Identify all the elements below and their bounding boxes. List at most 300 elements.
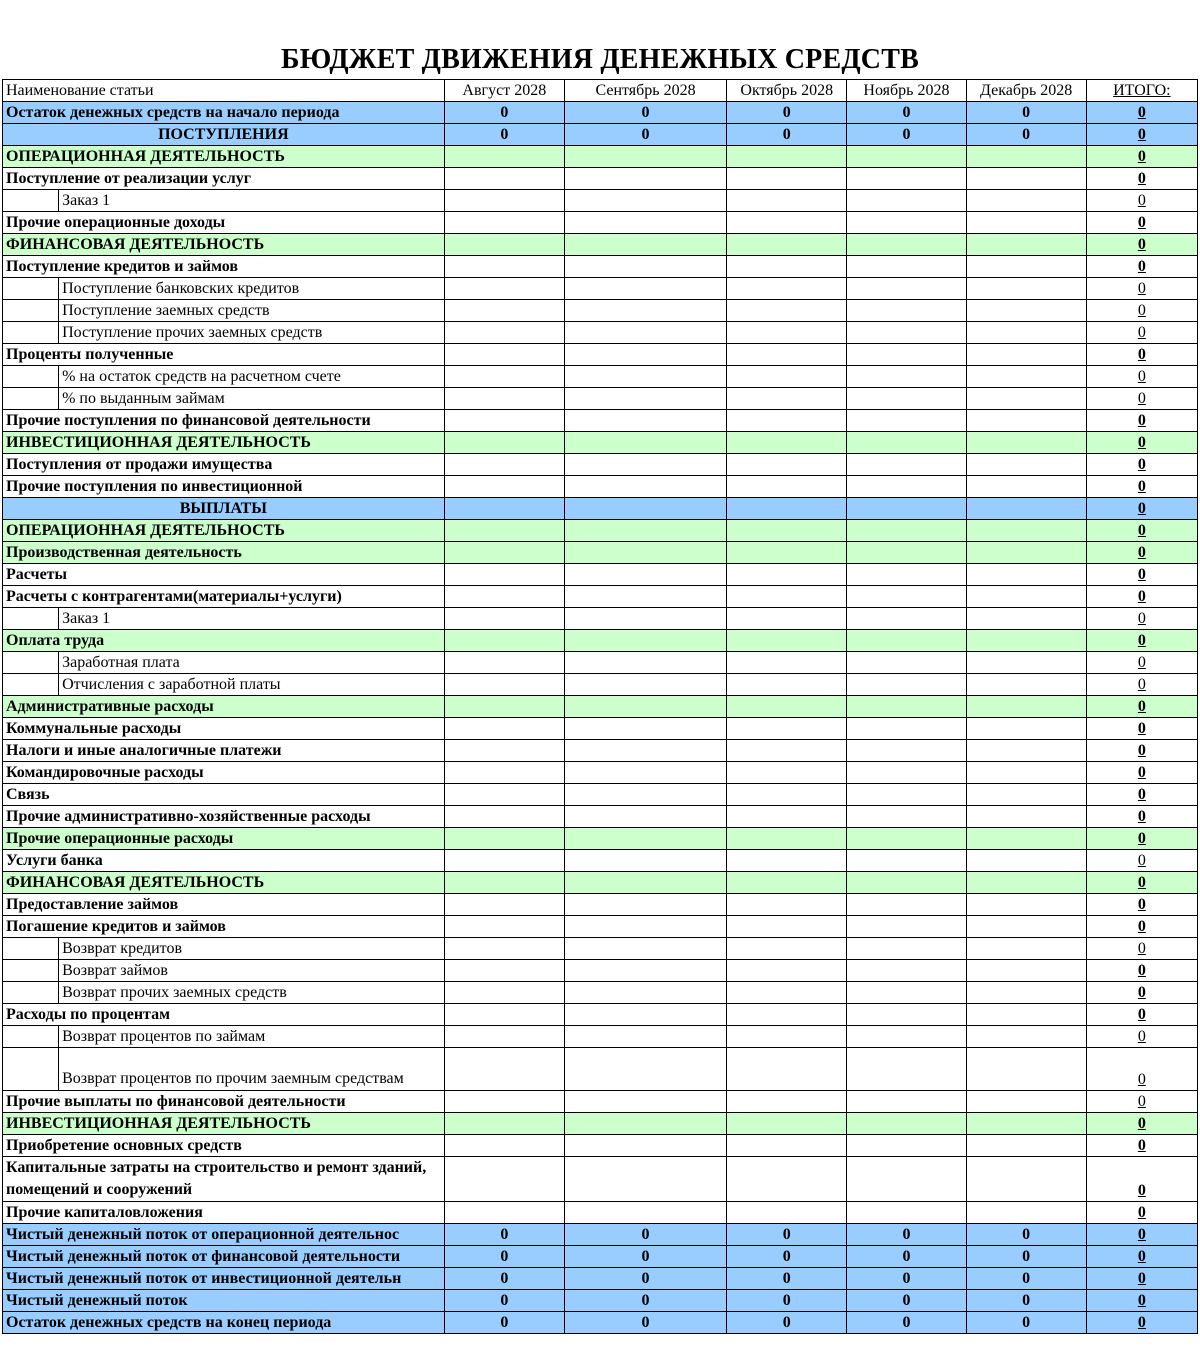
value-cell[interactable]	[847, 454, 966, 476]
value-cell[interactable]	[564, 894, 726, 916]
value-cell[interactable]	[564, 322, 726, 344]
total-cell[interactable]: 0	[1086, 146, 1197, 168]
value-cell[interactable]	[564, 674, 726, 696]
value-cell[interactable]	[727, 146, 847, 168]
value-cell[interactable]	[966, 498, 1086, 520]
value-cell[interactable]	[444, 740, 564, 762]
value-cell[interactable]	[727, 322, 847, 344]
value-cell[interactable]	[564, 718, 726, 740]
value-cell[interactable]	[966, 1004, 1086, 1026]
value-cell[interactable]	[966, 300, 1086, 322]
value-cell[interactable]: 0	[966, 102, 1086, 124]
value-cell[interactable]	[444, 168, 564, 190]
value-cell[interactable]	[966, 1157, 1086, 1202]
value-cell[interactable]	[847, 344, 966, 366]
value-cell[interactable]: 0	[444, 124, 564, 146]
value-cell[interactable]	[727, 630, 847, 652]
value-cell[interactable]: 0	[966, 1224, 1086, 1246]
value-cell[interactable]: 0	[727, 1246, 847, 1268]
value-cell[interactable]	[444, 586, 564, 608]
value-cell[interactable]: 0	[564, 1246, 726, 1268]
value-cell[interactable]	[564, 454, 726, 476]
value-cell[interactable]	[847, 278, 966, 300]
value-cell[interactable]	[444, 762, 564, 784]
value-cell[interactable]	[727, 256, 847, 278]
value-cell[interactable]	[564, 300, 726, 322]
value-cell[interactable]	[564, 278, 726, 300]
value-cell[interactable]	[966, 1048, 1086, 1091]
value-cell[interactable]	[966, 1091, 1086, 1113]
value-cell[interactable]	[564, 366, 726, 388]
value-cell[interactable]	[847, 1113, 966, 1135]
value-cell[interactable]	[847, 982, 966, 1004]
total-cell[interactable]: 0	[1086, 1048, 1197, 1091]
total-cell[interactable]: 0	[1086, 696, 1197, 718]
value-cell[interactable]	[564, 1091, 726, 1113]
value-cell[interactable]	[727, 894, 847, 916]
value-cell[interactable]	[847, 586, 966, 608]
value-cell[interactable]: 0	[847, 124, 966, 146]
value-cell[interactable]	[444, 366, 564, 388]
value-cell[interactable]: 0	[847, 1290, 966, 1312]
value-cell[interactable]	[966, 938, 1086, 960]
value-cell[interactable]	[564, 1048, 726, 1091]
value-cell[interactable]	[847, 476, 966, 498]
value-cell[interactable]	[444, 850, 564, 872]
value-cell[interactable]	[847, 1091, 966, 1113]
total-cell[interactable]: 0	[1086, 960, 1197, 982]
total-cell[interactable]: 0	[1086, 498, 1197, 520]
value-cell[interactable]	[444, 190, 564, 212]
value-cell[interactable]	[564, 828, 726, 850]
value-cell[interactable]	[727, 564, 847, 586]
value-cell[interactable]	[727, 212, 847, 234]
value-cell[interactable]	[847, 872, 966, 894]
value-cell[interactable]	[444, 916, 564, 938]
value-cell[interactable]	[847, 520, 966, 542]
value-cell[interactable]	[564, 784, 726, 806]
value-cell[interactable]	[847, 1157, 966, 1202]
value-cell[interactable]	[727, 960, 847, 982]
total-cell[interactable]: 0	[1086, 432, 1197, 454]
total-cell[interactable]: 0	[1086, 828, 1197, 850]
value-cell[interactable]: 0	[444, 1246, 564, 1268]
total-cell[interactable]: 0	[1086, 102, 1197, 124]
value-cell[interactable]	[727, 828, 847, 850]
value-cell[interactable]: 0	[847, 1224, 966, 1246]
value-cell[interactable]	[444, 982, 564, 1004]
total-cell[interactable]: 0	[1086, 1312, 1197, 1334]
value-cell[interactable]	[847, 1026, 966, 1048]
total-cell[interactable]: 0	[1086, 212, 1197, 234]
value-cell[interactable]	[847, 806, 966, 828]
value-cell[interactable]	[564, 410, 726, 432]
total-cell[interactable]: 0	[1086, 784, 1197, 806]
value-cell[interactable]	[727, 432, 847, 454]
value-cell[interactable]	[444, 872, 564, 894]
value-cell[interactable]	[727, 410, 847, 432]
total-cell[interactable]: 0	[1086, 410, 1197, 432]
value-cell[interactable]	[727, 344, 847, 366]
value-cell[interactable]	[966, 366, 1086, 388]
value-cell[interactable]: 0	[564, 1290, 726, 1312]
value-cell[interactable]	[444, 432, 564, 454]
value-cell[interactable]	[727, 938, 847, 960]
total-cell[interactable]: 0	[1086, 1290, 1197, 1312]
value-cell[interactable]	[444, 608, 564, 630]
total-cell[interactable]: 0	[1086, 564, 1197, 586]
value-cell[interactable]	[966, 850, 1086, 872]
value-cell[interactable]	[444, 300, 564, 322]
value-cell[interactable]	[966, 542, 1086, 564]
total-cell[interactable]: 0	[1086, 190, 1197, 212]
value-cell[interactable]: 0	[966, 1246, 1086, 1268]
total-cell[interactable]: 0	[1086, 740, 1197, 762]
total-cell[interactable]: 0	[1086, 806, 1197, 828]
value-cell[interactable]	[444, 894, 564, 916]
value-cell[interactable]	[564, 586, 726, 608]
value-cell[interactable]	[727, 982, 847, 1004]
value-cell[interactable]: 0	[727, 124, 847, 146]
value-cell[interactable]	[847, 1048, 966, 1091]
value-cell[interactable]	[444, 674, 564, 696]
value-cell[interactable]	[444, 520, 564, 542]
value-cell[interactable]	[727, 1135, 847, 1157]
value-cell[interactable]	[847, 498, 966, 520]
value-cell[interactable]	[727, 476, 847, 498]
value-cell[interactable]	[966, 1113, 1086, 1135]
total-cell[interactable]: 0	[1086, 1246, 1197, 1268]
value-cell[interactable]	[564, 762, 726, 784]
value-cell[interactable]	[727, 1026, 847, 1048]
value-cell[interactable]: 0	[847, 1246, 966, 1268]
value-cell[interactable]	[564, 388, 726, 410]
value-cell[interactable]	[966, 740, 1086, 762]
value-cell[interactable]	[966, 806, 1086, 828]
total-cell[interactable]: 0	[1086, 256, 1197, 278]
value-cell[interactable]	[966, 960, 1086, 982]
value-cell[interactable]: 0	[564, 1268, 726, 1290]
value-cell[interactable]	[847, 1135, 966, 1157]
value-cell[interactable]	[564, 608, 726, 630]
value-cell[interactable]	[727, 784, 847, 806]
value-cell[interactable]	[727, 916, 847, 938]
value-cell[interactable]	[847, 432, 966, 454]
value-cell[interactable]: 0	[727, 102, 847, 124]
value-cell[interactable]	[444, 256, 564, 278]
value-cell[interactable]	[727, 498, 847, 520]
value-cell[interactable]	[444, 278, 564, 300]
value-cell[interactable]	[727, 1091, 847, 1113]
value-cell[interactable]	[847, 388, 966, 410]
value-cell[interactable]	[564, 630, 726, 652]
value-cell[interactable]	[966, 872, 1086, 894]
value-cell[interactable]	[564, 916, 726, 938]
value-cell[interactable]	[564, 190, 726, 212]
value-cell[interactable]	[564, 168, 726, 190]
value-cell[interactable]	[444, 696, 564, 718]
value-cell[interactable]	[847, 1202, 966, 1224]
value-cell[interactable]	[847, 146, 966, 168]
value-cell[interactable]	[444, 1113, 564, 1135]
value-cell[interactable]: 0	[564, 102, 726, 124]
value-cell[interactable]	[564, 652, 726, 674]
total-cell[interactable]: 0	[1086, 234, 1197, 256]
value-cell[interactable]	[564, 938, 726, 960]
value-cell[interactable]	[847, 234, 966, 256]
value-cell[interactable]	[564, 498, 726, 520]
value-cell[interactable]	[564, 256, 726, 278]
value-cell[interactable]	[564, 850, 726, 872]
total-cell[interactable]: 0	[1086, 608, 1197, 630]
value-cell[interactable]	[966, 278, 1086, 300]
value-cell[interactable]	[966, 982, 1086, 1004]
value-cell[interactable]: 0	[444, 1268, 564, 1290]
value-cell[interactable]	[727, 608, 847, 630]
total-cell[interactable]: 0	[1086, 1202, 1197, 1224]
total-cell[interactable]: 0	[1086, 1026, 1197, 1048]
total-cell[interactable]: 0	[1086, 322, 1197, 344]
total-cell[interactable]: 0	[1086, 916, 1197, 938]
total-cell[interactable]: 0	[1086, 982, 1197, 1004]
value-cell[interactable]	[444, 498, 564, 520]
value-cell[interactable]	[847, 916, 966, 938]
value-cell[interactable]	[727, 850, 847, 872]
value-cell[interactable]	[727, 718, 847, 740]
value-cell[interactable]	[727, 872, 847, 894]
total-cell[interactable]: 0	[1086, 674, 1197, 696]
value-cell[interactable]	[727, 1157, 847, 1202]
value-cell[interactable]	[966, 146, 1086, 168]
value-cell[interactable]	[966, 718, 1086, 740]
value-cell[interactable]	[564, 520, 726, 542]
total-cell[interactable]: 0	[1086, 542, 1197, 564]
value-cell[interactable]	[564, 960, 726, 982]
value-cell[interactable]	[444, 1157, 564, 1202]
total-cell[interactable]: 0	[1086, 718, 1197, 740]
value-cell[interactable]	[966, 344, 1086, 366]
value-cell[interactable]	[564, 234, 726, 256]
value-cell[interactable]: 0	[727, 1312, 847, 1334]
value-cell[interactable]	[966, 674, 1086, 696]
value-cell[interactable]	[444, 718, 564, 740]
value-cell[interactable]	[847, 366, 966, 388]
value-cell[interactable]	[727, 652, 847, 674]
total-cell[interactable]: 0	[1086, 1157, 1197, 1202]
total-cell[interactable]: 0	[1086, 938, 1197, 960]
value-cell[interactable]	[444, 1026, 564, 1048]
value-cell[interactable]: 0	[847, 1268, 966, 1290]
value-cell[interactable]	[564, 806, 726, 828]
value-cell[interactable]	[966, 784, 1086, 806]
value-cell[interactable]	[966, 762, 1086, 784]
value-cell[interactable]	[444, 1091, 564, 1113]
value-cell[interactable]	[966, 1202, 1086, 1224]
value-cell[interactable]	[444, 960, 564, 982]
value-cell[interactable]: 0	[847, 1312, 966, 1334]
value-cell[interactable]	[727, 454, 847, 476]
total-cell[interactable]: 0	[1086, 1135, 1197, 1157]
value-cell[interactable]: 0	[847, 102, 966, 124]
value-cell[interactable]	[727, 520, 847, 542]
value-cell[interactable]	[847, 850, 966, 872]
value-cell[interactable]: 0	[727, 1290, 847, 1312]
value-cell[interactable]: 0	[966, 1290, 1086, 1312]
value-cell[interactable]	[564, 146, 726, 168]
total-cell[interactable]: 0	[1086, 388, 1197, 410]
value-cell[interactable]	[727, 278, 847, 300]
total-cell[interactable]: 0	[1086, 1091, 1197, 1113]
value-cell[interactable]	[847, 542, 966, 564]
total-cell[interactable]: 0	[1086, 630, 1197, 652]
value-cell[interactable]	[966, 212, 1086, 234]
total-cell[interactable]: 0	[1086, 168, 1197, 190]
value-cell[interactable]	[444, 542, 564, 564]
value-cell[interactable]	[847, 410, 966, 432]
value-cell[interactable]	[727, 762, 847, 784]
value-cell[interactable]	[444, 322, 564, 344]
value-cell[interactable]	[966, 410, 1086, 432]
value-cell[interactable]: 0	[966, 124, 1086, 146]
value-cell[interactable]	[727, 388, 847, 410]
value-cell[interactable]	[444, 938, 564, 960]
value-cell[interactable]	[847, 718, 966, 740]
value-cell[interactable]	[444, 1202, 564, 1224]
value-cell[interactable]	[727, 1113, 847, 1135]
value-cell[interactable]	[966, 586, 1086, 608]
value-cell[interactable]: 0	[564, 124, 726, 146]
total-cell[interactable]: 0	[1086, 344, 1197, 366]
value-cell[interactable]	[847, 630, 966, 652]
value-cell[interactable]	[847, 674, 966, 696]
value-cell[interactable]: 0	[444, 1290, 564, 1312]
total-cell[interactable]: 0	[1086, 366, 1197, 388]
value-cell[interactable]	[564, 982, 726, 1004]
value-cell[interactable]	[564, 212, 726, 234]
value-cell[interactable]	[966, 894, 1086, 916]
value-cell[interactable]	[966, 608, 1086, 630]
value-cell[interactable]	[444, 454, 564, 476]
total-cell[interactable]: 0	[1086, 1268, 1197, 1290]
value-cell[interactable]	[966, 476, 1086, 498]
value-cell[interactable]	[727, 696, 847, 718]
total-cell[interactable]: 0	[1086, 124, 1197, 146]
value-cell[interactable]	[966, 190, 1086, 212]
value-cell[interactable]	[727, 366, 847, 388]
total-cell[interactable]: 0	[1086, 1224, 1197, 1246]
value-cell[interactable]	[564, 1157, 726, 1202]
value-cell[interactable]: 0	[444, 1312, 564, 1334]
value-cell[interactable]	[966, 520, 1086, 542]
value-cell[interactable]	[444, 410, 564, 432]
total-cell[interactable]: 0	[1086, 850, 1197, 872]
value-cell[interactable]	[966, 630, 1086, 652]
value-cell[interactable]	[564, 1026, 726, 1048]
value-cell[interactable]	[727, 1202, 847, 1224]
value-cell[interactable]	[564, 696, 726, 718]
value-cell[interactable]	[727, 1004, 847, 1026]
value-cell[interactable]	[847, 608, 966, 630]
value-cell[interactable]	[847, 960, 966, 982]
value-cell[interactable]	[847, 652, 966, 674]
total-cell[interactable]: 0	[1086, 762, 1197, 784]
value-cell[interactable]	[847, 696, 966, 718]
value-cell[interactable]	[564, 1113, 726, 1135]
value-cell[interactable]: 0	[727, 1224, 847, 1246]
value-cell[interactable]	[564, 740, 726, 762]
value-cell[interactable]	[847, 740, 966, 762]
value-cell[interactable]	[564, 432, 726, 454]
value-cell[interactable]	[727, 674, 847, 696]
value-cell[interactable]	[966, 234, 1086, 256]
value-cell[interactable]	[966, 696, 1086, 718]
value-cell[interactable]	[727, 1048, 847, 1091]
total-cell[interactable]: 0	[1086, 1113, 1197, 1135]
value-cell[interactable]: 0	[444, 1224, 564, 1246]
value-cell[interactable]	[847, 300, 966, 322]
value-cell[interactable]	[444, 1135, 564, 1157]
value-cell[interactable]	[564, 1004, 726, 1026]
value-cell[interactable]	[444, 344, 564, 366]
total-cell[interactable]: 0	[1086, 520, 1197, 542]
value-cell[interactable]	[444, 564, 564, 586]
total-cell[interactable]: 0	[1086, 872, 1197, 894]
total-cell[interactable]: 0	[1086, 586, 1197, 608]
value-cell[interactable]	[444, 828, 564, 850]
value-cell[interactable]	[727, 542, 847, 564]
value-cell[interactable]	[727, 806, 847, 828]
value-cell[interactable]	[966, 454, 1086, 476]
value-cell[interactable]	[966, 652, 1086, 674]
value-cell[interactable]	[966, 916, 1086, 938]
total-cell[interactable]: 0	[1086, 652, 1197, 674]
total-cell[interactable]: 0	[1086, 300, 1197, 322]
value-cell[interactable]	[847, 190, 966, 212]
value-cell[interactable]	[847, 938, 966, 960]
value-cell[interactable]	[966, 828, 1086, 850]
value-cell[interactable]	[444, 1004, 564, 1026]
total-cell[interactable]: 0	[1086, 454, 1197, 476]
value-cell[interactable]	[727, 190, 847, 212]
value-cell[interactable]	[966, 1026, 1086, 1048]
value-cell[interactable]	[564, 476, 726, 498]
value-cell[interactable]: 0	[727, 1268, 847, 1290]
value-cell[interactable]	[564, 1202, 726, 1224]
value-cell[interactable]	[727, 586, 847, 608]
value-cell[interactable]: 0	[444, 102, 564, 124]
value-cell[interactable]	[444, 234, 564, 256]
value-cell[interactable]	[564, 542, 726, 564]
value-cell[interactable]	[444, 652, 564, 674]
total-cell[interactable]: 0	[1086, 1004, 1197, 1026]
value-cell[interactable]	[727, 300, 847, 322]
value-cell[interactable]	[444, 806, 564, 828]
value-cell[interactable]	[444, 476, 564, 498]
value-cell[interactable]	[847, 322, 966, 344]
value-cell[interactable]	[727, 234, 847, 256]
value-cell[interactable]	[444, 212, 564, 234]
value-cell[interactable]	[444, 146, 564, 168]
value-cell[interactable]	[564, 564, 726, 586]
value-cell[interactable]	[564, 872, 726, 894]
value-cell[interactable]	[847, 762, 966, 784]
total-cell[interactable]: 0	[1086, 278, 1197, 300]
value-cell[interactable]	[966, 432, 1086, 454]
value-cell[interactable]: 0	[564, 1224, 726, 1246]
value-cell[interactable]	[564, 344, 726, 366]
value-cell[interactable]	[847, 212, 966, 234]
value-cell[interactable]: 0	[564, 1312, 726, 1334]
